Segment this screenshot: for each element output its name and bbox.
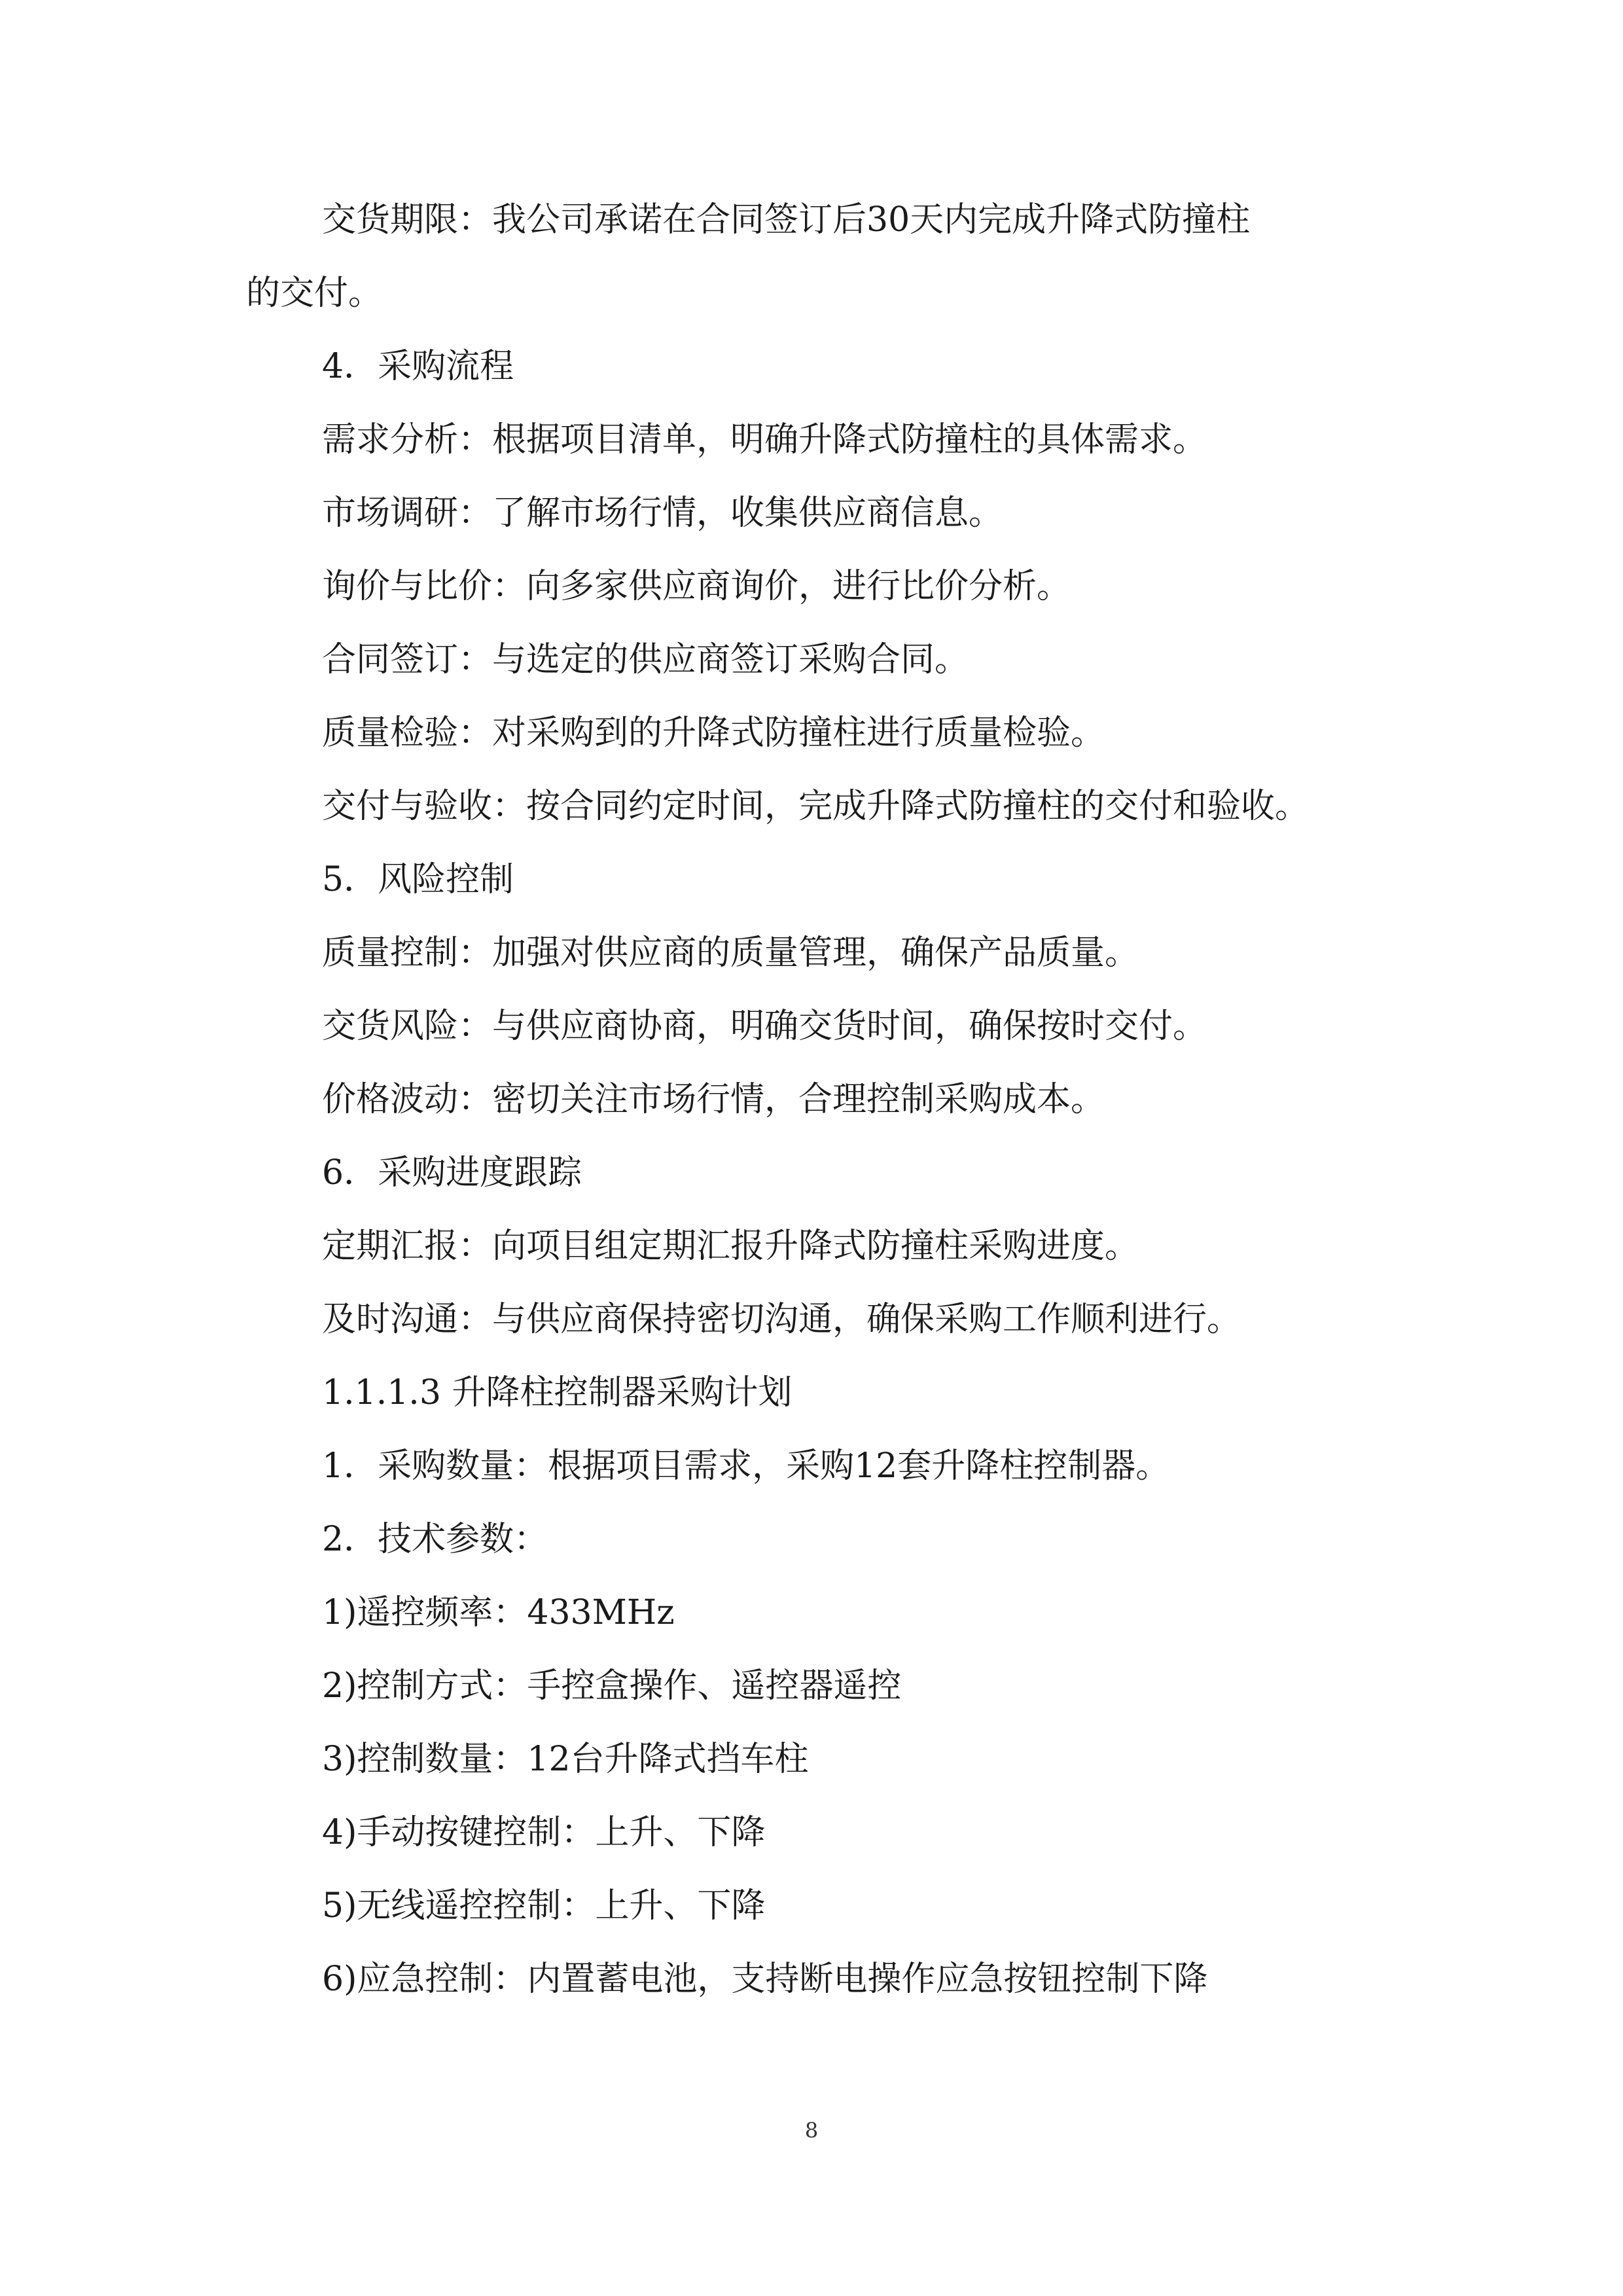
param-manual-button-control: 4)手动按键控制：上升、下降: [322, 1813, 766, 1852]
heading-procurement-process: 4．采购流程: [322, 347, 514, 386]
paragraph-needs-analysis: 需求分析：根据项目清单，明确升降式防撞柱的具体需求。: [322, 420, 1207, 459]
param-remote-frequency: 1)遥控频率：433MHz: [322, 1593, 675, 1632]
paragraph-market-research: 市场调研：了解市场行情，收集供应商信息。: [322, 493, 1003, 533]
paragraph-quality-inspection: 质量检验：对采购到的升降式防撞柱进行质量检验。: [322, 713, 1105, 753]
heading-risk-control: 5．风险控制: [322, 860, 514, 899]
document-body: [246, 183, 1391, 2016]
param-control-quantity: 3)控制数量：12台升降式挡车柱: [322, 1740, 809, 1779]
paragraph-procurement-quantity: 1．采购数量：根据项目需求，采购12套升降柱控制器。: [322, 1446, 1170, 1486]
paragraph-delivery-risk: 交货风险：与供应商协商，明确交货时间，确保按时交付。: [322, 1007, 1207, 1046]
paragraph-delivery-deadline-cont: 的交付。: [246, 274, 383, 313]
paragraph-quality-control: 质量控制：加强对供应商的质量管理，确保产品质量。: [322, 933, 1139, 973]
paragraph-price-fluctuation: 价格波动：密切关注市场行情，合理控制采购成本。: [322, 1080, 1105, 1119]
param-emergency-control: 6)应急控制：内置蓄电池，支持断电操作应急按钮控制下降: [322, 1960, 1208, 1999]
heading-controller-procurement-plan: 1.1.1.3 升降柱控制器采购计划: [322, 1373, 793, 1412]
paragraph-delivery-acceptance: 交付与验收：按合同约定时间，完成升降式防撞柱的交付和验收。: [322, 787, 1310, 826]
paragraph-contract-signing: 合同签订：与选定的供应商签订采购合同。: [322, 640, 969, 679]
param-control-method: 2)控制方式：手控盒操作、遥控器遥控: [322, 1666, 902, 1706]
paragraph-delivery-deadline: 交货期限：我公司承诺在合同签订后30天内完成升降式防撞柱: [322, 200, 1251, 240]
param-wireless-remote-control: 5)无线遥控控制：上升、下降: [322, 1886, 766, 1926]
paragraph-technical-parameters: 2．技术参数：: [322, 1520, 548, 1559]
paragraph-price-inquiry: 询价与比价：向多家供应商询价，进行比价分析。: [322, 567, 1071, 606]
paragraph-regular-reporting: 定期汇报：向项目组定期汇报升降式防撞柱采购进度。: [322, 1227, 1139, 1266]
heading-progress-tracking: 6．采购进度跟踪: [322, 1153, 582, 1193]
page-number: 8: [804, 2118, 819, 2143]
paragraph-timely-communication: 及时沟通：与供应商保持密切沟通，确保采购工作顺利进行。: [322, 1300, 1241, 1339]
